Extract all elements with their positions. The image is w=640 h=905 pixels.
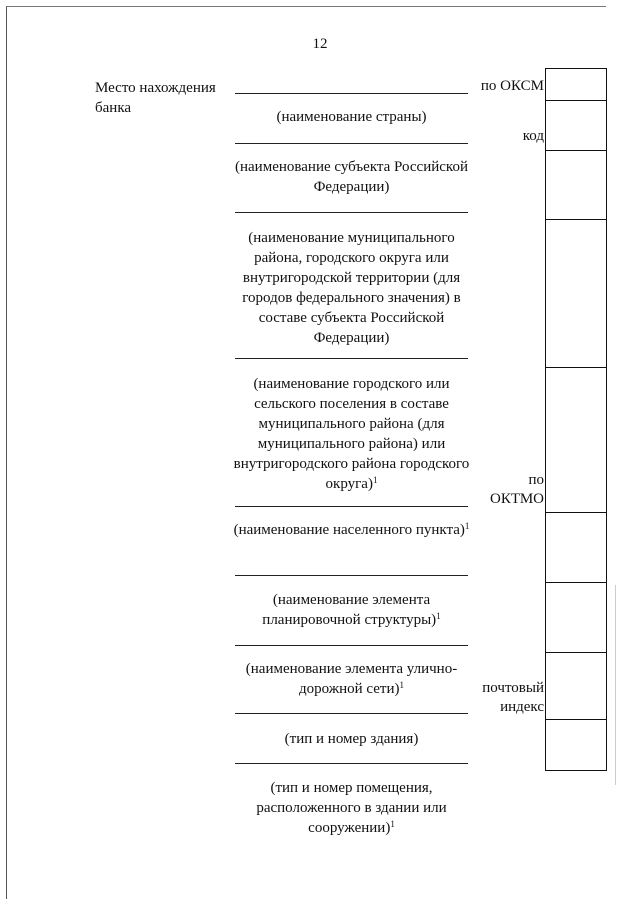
municipal-code-box-divider [545, 219, 607, 220]
subject-input-line[interactable] [235, 143, 468, 144]
subject-code-box-divider [545, 150, 607, 151]
page-frame-right-edge [615, 585, 616, 785]
label-po: по [528, 472, 544, 488]
caption-municipal-district: (наименование муниципального района, городского округа или внутригородской территории (для городов федерального значения) в составе субъекта Российской Федерации) [242, 230, 461, 346]
caption-street: (наименование элемента улично-дорожной сети)$^1$ [245, 661, 458, 697]
municipal-district-input-line[interactable] [235, 212, 468, 213]
label-pochtovyi: почтовый [482, 680, 544, 696]
caption-building: (тип и номер здания) [284, 731, 419, 747]
postal-index-box-divider [545, 719, 607, 720]
premises-input-line[interactable] [235, 763, 468, 764]
building-input-line[interactable] [235, 713, 468, 714]
planning-code-box-divider [545, 582, 607, 583]
field-label-bank-location: Место нахождения банка [95, 80, 216, 116]
locality-input-line[interactable] [235, 506, 468, 507]
planning-structure-input-line[interactable] [235, 575, 468, 576]
country-input-line[interactable] [235, 93, 468, 94]
label-oktmo: ОКТМО [490, 491, 544, 507]
page-number: 12 [312, 36, 328, 52]
label-po-oksm: по ОКСМ [480, 78, 544, 94]
street-input-line[interactable] [235, 645, 468, 646]
page-frame-left-edge [6, 6, 7, 899]
label-indeks: индекс [500, 699, 544, 715]
settlement-code-box-divider [545, 367, 607, 368]
caption-planning-structure: (наименование элемента планировочной структуры)$^1$ [262, 592, 441, 628]
caption-premises: (тип и номер помещения, расположенного в здании или сооружении)$^1$ [256, 780, 447, 836]
label-kod: код [522, 128, 544, 144]
caption-locality: (наименование населенного пункта)$^1$ [233, 521, 470, 538]
caption-subject: (наименование субъекта Российской Федерации) [235, 159, 468, 195]
code-boxes-column [545, 68, 607, 771]
page-frame-top-edge [6, 6, 606, 7]
caption-settlement: (наименование городского или сельского поселения в составе муниципального района (для муниципального района) или внутригородского района городского округа)$^1$ [233, 376, 470, 492]
oktmo-box-divider [545, 512, 607, 513]
caption-country: (наименование страны) [276, 109, 427, 125]
street-code-box-divider [545, 652, 607, 653]
oksm-box-divider [545, 100, 607, 101]
settlement-input-line[interactable] [235, 358, 468, 359]
